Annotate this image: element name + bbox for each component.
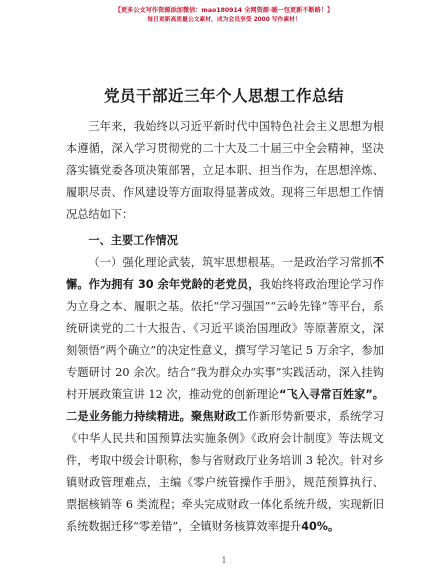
promo-banner-line1: 【更多公文写作资源添加微信：mao180914 全网资源·暖一包更新不断路！】 (114, 7, 334, 14)
promo-banner (0, 6, 448, 25)
paragraph-text-2: 作新形势新要求，系统学习《中华人民共和国预算法实施条例》《政府会计制度》等法规文件，考取中级会计职称，参与省财政厅业务培训 3 轮次。针对乡镇财政管理难点，主编《零户统管操作手册》，规范预算执行、票据核销等 6 类流程；牵头完成财政一体化系统升级，实现新旧系统数据迁移“零差错”，全镇财务核算效率提升 (66, 410, 384, 533)
bold-phrase-2: “飞入寻常百姓家”。二是业务能力持续精进。聚焦财政工 (66, 388, 384, 423)
body-paragraph-1 (66, 252, 384, 538)
paragraph-lead: （一）强化理论武装，筑牢思想根基。一是政治学习常抓 (88, 256, 373, 269)
paragraph-text-1: 我始终将政治理论学习作为立身之本、履职之基。依托“学习强国”“云岭先锋”等平台，系统研读党的二十大报告、《习近平谈治国理政》等原著原文，深刻领悟“两个确立”的决定性意义，撰写学习笔记 5 万余字，参加专题研讨 20 余次。结合“我为群众办实事”实践活动，深入挂钩村开展政策宣讲 12 次，推动党的创新理论 (66, 278, 384, 401)
bold-phrase-3: 40%。 (301, 520, 340, 533)
promo-banner-line2: 每日更新高质量公文素材，成为会员享受 2000 写作素材！ (147, 17, 301, 23)
document-body (66, 116, 384, 538)
bold-phrase-1: 不懈。作为拥有 30 余年党龄的老党员， (66, 256, 384, 291)
intro-paragraph: 三年来，我始终以习近平新时代中国特色社会主义思想为根本遵循，深入学习贯彻党的二十大及二十届三中全会精神，坚决落实镇党委各项决策部署，立足本职、担当作为，在思想淬炼、履职尽责、作风建设等方面取得显著成效。现将三年思想工作情况总结如下： (66, 120, 384, 221)
section-heading: 一、主要工作情况 (88, 234, 178, 247)
page-number: 1 (221, 556, 227, 565)
document-title: 党员干部近三年个人思想工作总结 (103, 87, 344, 105)
